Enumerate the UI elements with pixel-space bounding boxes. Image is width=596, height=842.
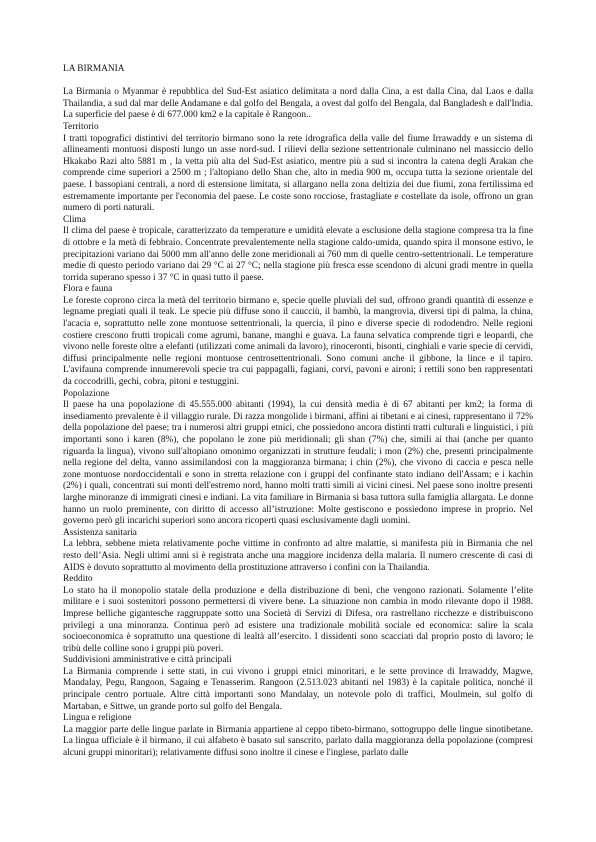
section-text-lingua-religione: La maggior parte delle lingue parlate in Birmania appartiene al ceppo tibeto-birmano, sottogruppo delle lingue sinotibetane. La lingua ufficiale è il birmano, il cui alfabeto è basato sul sanscrito, parlato dalla maggioranza della popolazione (compresi alcuni gruppi minoritari); relativamente diffusi sono inoltre il cinese e l'inglese, parlato dalle (63, 724, 533, 759)
section-heading-lingua-religione: Lingua e religione (63, 713, 132, 724)
section-text-popolazione: Il paese ha una popolazione di 45.555.000 abitanti (1994), la cui densità media è di 67 abitanti per km2; la forma di insediamento prevalente è il villaggio rurale. Di razza mongolide i birmani, affini ai tibetani e ai cinesi, rappresentano il 72% della popolazione del paese; tra i numerosi altri gruppi etnici, che possiedono ancora distinti tratti culturali e linguistici, i più importanti sono i karen (8%), che popolano le zone più meridionali; gli shan (7%) che, simili ai thai (anche per quanto riguarda la lingua), vivono sull'altopiano omonimo organizzati in strutture feudali; i mon (2%) che, presenti principalmente nella regione del delta, vanno assimilandosi con la maggioranza birmana; i chin (2%), che vivono di caccia e pesca nelle zone montuose nordoccidentali e sono in stretta relazione con i gruppi del confinante stato indiano dell'Assam; e i kachin (2%) i quali, concentrati sui monti dell'estremo nord, hanno molti tratti simili ai vicini cinesi. Nel paese sono inoltre presenti larghe minoranze di immigrati cinesi e indiani. La vita familiare in Birmania si basa tuttora sulla famiglia allargata. Le donne hanno un ruolo preminente, con diritto di accesso all’istruzione: Molte gestiscono e possiedono imprese in proprio. Nel governo però gli incarichi superiori sono ancora ricoperti quasi esclusivamente dagli uomini. (63, 400, 533, 527)
section-text-flora-fauna: Le foreste coprono circa la metà del territorio birmano e, specie quelle pluviali del sud, offrono grandi quantità di essenze e legname pregiati quali il teak. Le specie più diffuse sono il caucciù, il bambù, la mangrovia, diversi tipi di palma, la china, l'acacia e, soprattutto nelle zone montuose settentrionali, la quercia, il pino e diverse specie di rododendro. Nelle regioni costiere crescono frutti tropicali come agrumi, banane, manghi e guava. La fauna selvatica comprende tigri e leopardi, che vivono nelle foreste oltre a elefanti (utilizzati come animali da lavoro), rinoceronti, bisonti, cinghiali e varie specie di cervidi, diffusi principalmente nelle regioni montuose centrosettentrionali. Sono comuni anche il gibbone, la lince e il tapiro. L'avifauna comprende innumerevoli specie tra cui pappagalli, fagiani, corvi, pavoni e aironi; i rettili sono ben rappresentati da coccodrilli, gechi, cobra, pitoni e testuggini. (63, 295, 533, 388)
document-title: LA BIRMANIA (63, 64, 125, 74)
section-heading-assistenza-sanitaria: Assistenza sanitaria (63, 527, 137, 538)
section-text-suddivisioni: La Birmania comprende i sette stati, in cui vivono i gruppi etnici minoritari, e le sette province di Irrawaddy, Magwe, Mandalay, Pegu, Rangoon, Sagaing e Tenasserim. Rangoon (2.513.023 abitanti nel 1983) è la capitale politica, nonché il principale centro portuale. Altre città importanti sono Mandalay, un notevole polo di traffici, Moulmein, sul golfo di Martaban, e Sittwe, un grande porto sul golfo del Bengala. (63, 666, 533, 712)
document-page (63, 64, 533, 760)
section-heading-suddivisioni: Suddivisioni amministrative e città principali (63, 655, 232, 666)
section-text-clima: Il clima del paese è tropicale, caratterizzato da temperature e umidità elevate a esclusione della stagione compresa tra la fine di ottobre e la metà di febbraio. Concentrate prevalentemente nella stagione caldo-umida, quando spira il monsone estivo, le precipitazioni variano dai 5000 mm all'anno delle zone meridionali ai 760 mm di quelle centro-settentrionali. Le temperature medie di questo periodo variano dai 29 °C ai 27 °C; nella stagione più fresca esse scendono di alcuni gradi mentre in quella torrida superano spesso i 37 °C in quasi tutto il paese. (63, 226, 533, 283)
section-heading-clima: Clima (63, 214, 86, 225)
section-text-reddito: Lo stato ha il monopolio statale della produzione e della distribuzione di beni, che vengono razionati. Solamente l’elite militare e i suoi sostenitori possono permettersi di vivere bene. La situazione non cambia in modo rilevante dopo il 1988. Imprese belliche gigantesche raggruppate sotto una Società di Servizi di Difesa, ora rastrellano ricchezze e distribuiscono privilegi a una minoranza. Continua però ad esistere una tradizionale mobilità sociale ed economica: salire la scala socioeconomica è soprattutto una questione di lealtà all’esercito. I dissidenti sono scacciati dal proprio posto di lavoro; le tribù delle colline sono i gruppi più poveri. (63, 585, 533, 654)
intro-paragraph: La Birmania o Myanmar è repubblica del Sud-Est asiatico delimitata a nord dalla Cina, a est dalla Cina, dal Laos e dalla Thailandia, a sud dal mar delle Andamane e dal golfo del Bengala, a ovest dal golfo del Bengala, dal Bangladesh e dall'India. La superficie del paese è di 677.000 km2 e la capitale è Rangoon.. (63, 87, 533, 121)
section-heading-reddito: Reddito (63, 574, 93, 585)
section-text-assistenza-sanitaria: La lebbra, sebbene mieta relativamente poche vittime in confronto ad altre malattie, si manifesta più in Birmania che nel resto dell’Asia. Negli ultimi anni si è registrata anche una maggiore incidenza della malaria. Il numero crescente di casi di AIDS è dovuto soprattutto al movimento della prostituzione attraverso i confini con la Thailandia. (63, 539, 533, 573)
section-heading-territorio: Territorio (63, 121, 99, 132)
section-text-territorio: I tratti topografici distintivi del territorio birmano sono la rete idrografica della valle del fiume Irrawaddy e un sistema di allineamenti montuosi disposti lungo un asse nord-sud. I rilievi della sezione settentrionale culminano nel massiccio dello Hkakabo Razi alto 5881 m , la vetta più alta del Sud-Est asiatico, mentre più a sud si incontra la catena degli Arakan che comprende cime superiori a 2500 m ; l'altopiano dello Shan che, alto in media 900 m, occupa tutta la sezione orientale del paese. I bassopiani centrali, a nord di estensione limitata, si allargano nella zona deltizia dei due fiumi, zona fertilissima ed estremamente importante per l'economia del paese. Le coste sono rocciose, frastagliate e costellate da isole, offrono un gran numero di porti naturali. (63, 133, 533, 214)
section-heading-flora-fauna: Flora e fauna (63, 284, 113, 295)
section-heading-popolazione: Popolazione (63, 388, 110, 399)
